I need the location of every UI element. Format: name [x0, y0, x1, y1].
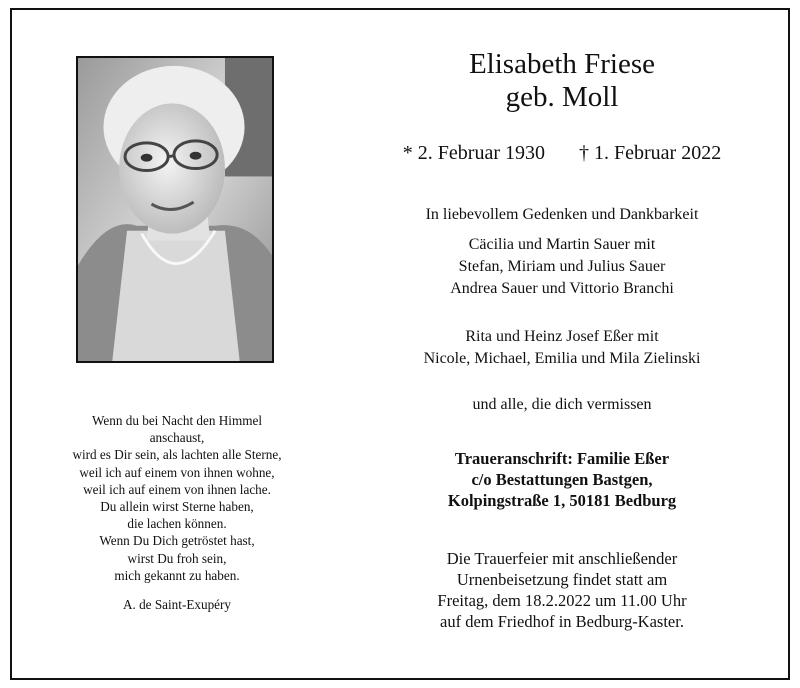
poem-line: weil ich auf einem von ihnen wohne, [79, 464, 275, 480]
name-line: Elisabeth Friese [468, 48, 656, 80]
family-line: Andrea Sauer und Vittorio Branchi [450, 280, 674, 297]
life-dates [357, 140, 767, 166]
deceased-name [357, 48, 767, 114]
family-group-1 [357, 234, 767, 300]
dedication-text: In liebevollem Gedenken und Dankbarkeit [425, 206, 699, 223]
address-line: Traueranschrift: Familie Eßer [454, 449, 670, 468]
birth-date: * 2. Februar 1930 [402, 142, 545, 164]
family-line: Rita und Heinz Josef Eßer mit [465, 328, 659, 345]
address-line: c/o Bestattungen Bastgen, [471, 470, 653, 489]
family-line: Stefan, Miriam und Julius Sauer [458, 258, 666, 275]
poem-line: die lachen können. [127, 516, 227, 532]
poem-author: A. de Saint-Exupéry [122, 597, 232, 613]
family-line: Cäcilia und Martin Sauer mit [468, 236, 656, 253]
poem-line: anschaust, [149, 430, 205, 446]
poem-line: Du allein wirst Sterne haben, [100, 499, 254, 515]
ceremony-info [357, 548, 767, 632]
poem-line: mich gekannt zu haben. [114, 567, 240, 583]
poem [32, 412, 322, 613]
family-line: Nicole, Michael, Emilia und Mila Zielinski [423, 350, 701, 367]
ceremony-line: Urnenbeisetzung findet statt am [456, 570, 668, 589]
address-line: Kolpingstraße 1, 50181 Bedburg [447, 491, 677, 510]
poem-line: weil ich auf einem von ihnen lache. [83, 481, 271, 497]
poem-line: Wenn du bei Nacht den Himmel [92, 413, 262, 428]
portrait-photo [76, 56, 274, 363]
poem-line: wirst Du froh sein, [127, 550, 227, 566]
dedication [357, 204, 767, 226]
obituary-card [10, 8, 790, 680]
death-date: † 1. Februar 2022 [579, 142, 722, 164]
others-text: und alle, die dich vermissen [472, 396, 652, 413]
ceremony-line: Die Trauerfeier mit anschließender [446, 549, 678, 568]
portrait-image [78, 58, 272, 361]
maiden-name: geb. Moll [505, 81, 619, 113]
poem-line: wird es Dir sein, als lachten alle Sterne, [72, 447, 282, 463]
ceremony-line: Freitag, dem 18.2.2022 um 11.00 Uhr [437, 591, 687, 610]
family-group-2 [357, 326, 767, 370]
ceremony-line: auf dem Friedhof in Bedburg-Kaster. [440, 612, 684, 631]
mourning-address [357, 448, 767, 511]
poem-line: Wenn Du Dich getröstet hast, [99, 533, 255, 549]
others-line [357, 394, 767, 416]
